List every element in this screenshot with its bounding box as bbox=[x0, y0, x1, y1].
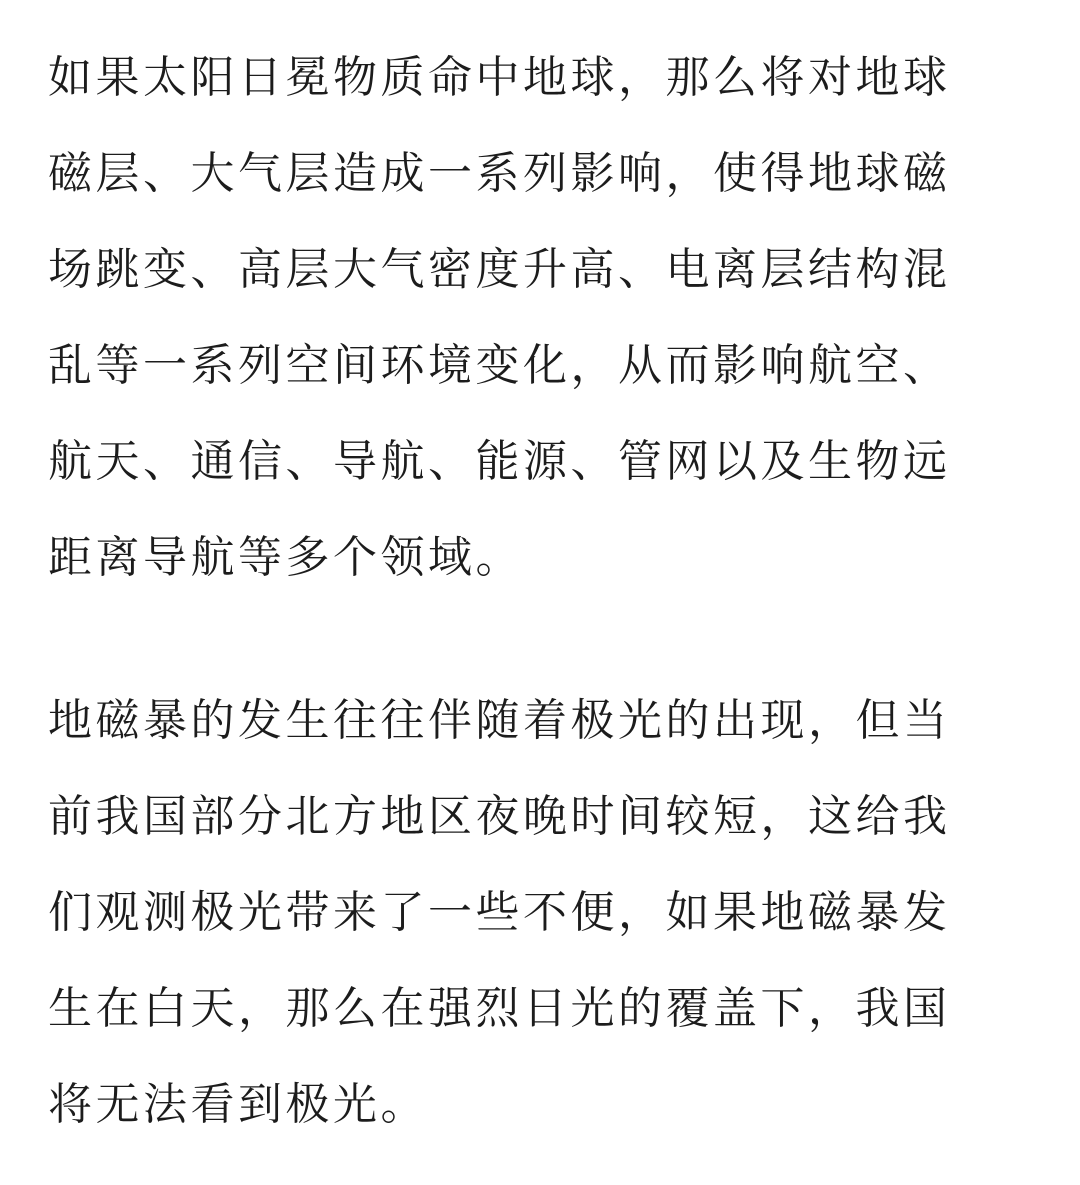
text-line: 场跳变、高层大气密度升高、电离层结构混 bbox=[48, 244, 951, 295]
text-line: 如果太阳日冕物质命中地球，那么将对地球 bbox=[48, 52, 951, 103]
text-line: 生在白天，那么在强烈日光的覆盖下，我国 bbox=[48, 983, 951, 1034]
text-line: 航天、通信、导航、能源、管网以及生物远 bbox=[48, 436, 951, 487]
text-line: 距离导航等多个领域。 bbox=[48, 532, 523, 583]
text-line: 磁层、大气层造成一系列影响，使得地球磁 bbox=[48, 148, 951, 199]
text-line: 乱等一系列空间环境变化，从而影响航空、 bbox=[48, 340, 951, 391]
text-line: 地磁暴的发生往往伴随着极光的出现，但当 bbox=[48, 695, 951, 746]
paragraph-aurora bbox=[48, 688, 1032, 1168]
text-line: 将无法看到极光。 bbox=[48, 1079, 428, 1130]
text-line: 们观测极光带来了一些不便，如果地磁暴发 bbox=[48, 887, 951, 938]
text-line: 前我国部分北方地区夜晚时间较短，这给我 bbox=[48, 791, 951, 842]
paragraph-cme-impact bbox=[48, 45, 1032, 621]
